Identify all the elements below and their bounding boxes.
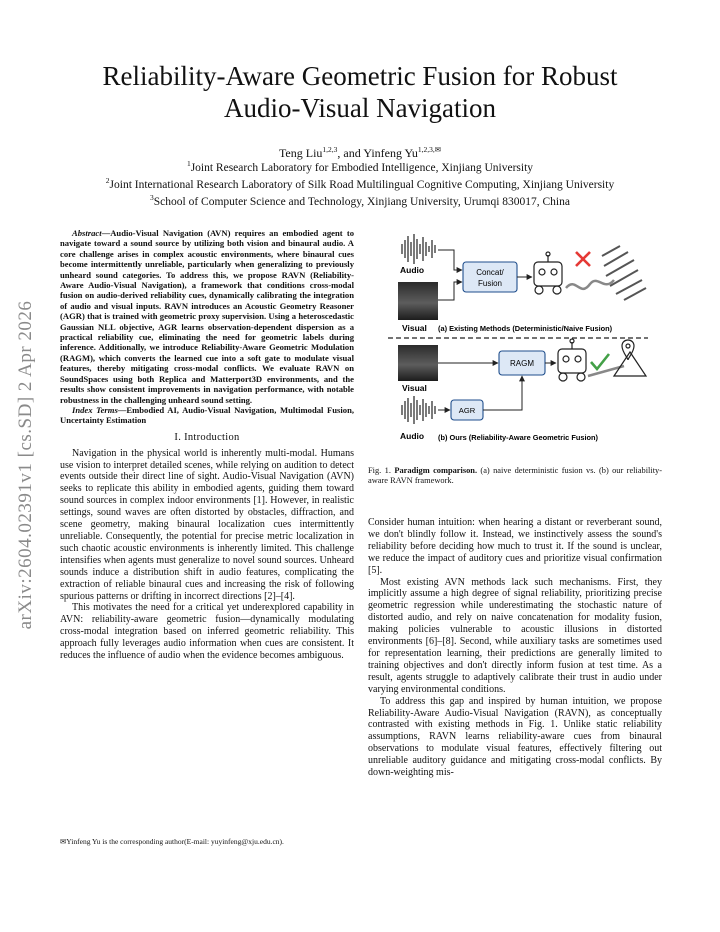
failure-cross-icon: [576, 252, 590, 266]
figure-1: [366, 228, 662, 460]
caption-a: (a) Existing Methods (Deterministic/Naive Fusion): [438, 324, 613, 333]
affiliation: [40, 157, 680, 175]
caption-text: (a) naive deterministic fusion vs. (b) our reliability-aware RAVN framework.: [368, 466, 663, 485]
goal-location-icon: [614, 340, 646, 376]
affiliation-number: 3: [150, 193, 154, 202]
affiliation-text: Joint International Research Laboratory of Silk Road Multilingual Cognitive Computing, Xinjiang University: [109, 178, 615, 191]
audio-label: Audio: [400, 431, 425, 441]
abstract-text: —Audio-Visual Navigation (AVN) requires an embodied agent to navigate toward a sound source by utilizing both vision and binaural audio. A core challenge arises in complex acoustic environments, where binaural cues become intermittently unreliable, particularly when generalizing to previously unheard sound categories. To address this, we propose RAVN (Reliability-Aware Audio-Visual Navigation), a framework that conditions cross-modal fusion on audio-derived reliability cues, dynamically calibrating the integration of audio and visual inputs. RAVN introduces an Acoustic Geometry Reasoner (AGR) that is trained with geometric proxy supervision. Using a heteroscedastic Gaussian NLL objective, AGR learns observation-dependent dispersion as a practical reliability cue, eliminating the need for geometric labels during inference. Additionally, we introduce Reliability-Aware Geometric Modulation (RAGM), which converts the learned cue into a soft gate to modulate visual features, thereby mitigating cross-modal conflicts. We evaluate RAVN on SoundSpaces using both Replica and Matterport3D environments, and the results show consistent improvements in navigation performance, with notable robustness in the challenging unheard sound setting.: [60, 228, 354, 405]
footnote: ✉Yinfeng Yu is the corresponding author(E-mail: yuyinfeng@xju.edu.cn).: [60, 837, 284, 846]
affiliation-number: 1: [186, 159, 191, 168]
section-heading: I. Introduction: [174, 431, 240, 443]
title-line-1: Reliability-Aware Geometric Fusion for Robust: [102, 61, 618, 91]
ragm-label: RAGM: [510, 359, 534, 368]
body-paragraph: Navigation in the physical world is inherently multi-modal. Humans use vision to interpret detailed scenes, while relying on audition to detect events outside their direct line of sight. Audio-Visual Navigation (AVN) seeks to replicate this ability in embodied agents, guiding them toward sound sources in complex indoor environments [1]. However, in realistic settings, sound waves are often distorted by obstacles, diffraction, and scene geometry, making binaural localization cues intermittently unreliable. Consequently, the potential for precise metric localization in such chaotic acoustic environments is inherently limited. This challenge intensifies when agents must generalize to novel sound sources. Unheard sounds induce a distribution shift in audio features, complicating the extraction of reliable binaural cues and increasing the risk of following spurious patterns or drifting in incorrect directions [2]–[4].: [60, 447, 354, 602]
obstacle-wall-icon: [602, 246, 646, 300]
visual-label: Visual: [402, 323, 427, 333]
index-terms: [60, 405, 354, 426]
body-paragraph: Most existing AVN methods lack such mechanisms. First, they implicitly assume a high degree of signal reliability, prioritizing precise geometric regression while underestimating the stochastic nature of distorted audio, and rely on naive concatenation for modality fusion, making policies vulnerable to acoustic illusions in distorted environments [6]–[8]. Second, while auxiliary tasks are sometimes used for representation learning, their predictions are generally limited to training objectives and don't directly inform fusion at test time. As a result, agents struggle to adaptively calibrate their trust in audio under varying environmental conditions.: [368, 576, 662, 695]
author-superscript: 1,2,3: [322, 145, 338, 154]
agr-label: AGR: [458, 406, 476, 415]
affiliation-text: School of Computer Science and Technology, Xinjiang University, Urumqi 830017, China: [153, 195, 570, 208]
abstract: [60, 228, 354, 405]
success-check-icon: [591, 354, 609, 369]
erratic-path-icon: [566, 280, 614, 289]
affiliation-text: Joint Research Laboratory for Embodied Intelligence, Xinjiang University: [190, 161, 534, 174]
author-superscript: 1,2,3,✉: [417, 145, 442, 154]
direct-path-icon: [588, 366, 624, 376]
affiliation-number: 2: [105, 176, 110, 185]
audio-label: Audio: [400, 265, 425, 275]
affiliation: [40, 174, 680, 192]
figure-caption: [368, 466, 662, 486]
visual-observation-image: [398, 345, 438, 381]
caption-prefix: Fig. 1.: [368, 466, 391, 475]
robot-icon: [534, 252, 562, 294]
body-paragraph: Consider human intuition: when hearing a distant or reverberant sound, we don't blindly follow it. Instead, we instinctively assess the sound's reliability before deciding how much to trust it. If the sound is unclear, we reduce the impact of auditory cues and prioritize visual confirmation [5].: [368, 517, 662, 576]
robot-icon: [558, 339, 586, 381]
author-separator: , and: [337, 146, 364, 160]
author-name: Teng Liu: [278, 146, 323, 160]
abstract-label: Abstract: [72, 228, 102, 238]
index-terms-label: Index Terms: [72, 404, 118, 415]
arxiv-identifier: arXiv:2604.02391v1 [cs.SD] 2 Apr 2026: [15, 300, 36, 630]
affiliation: [40, 191, 680, 209]
paper-title: [60, 60, 660, 124]
waveform-icon: [402, 396, 435, 424]
body-paragraph: To address this gap and inspired by human intuition, we propose Reliability-Aware Audio-Visual Navigation (RAVN), as conceptually contrasted with existing methods in Fig. 1. Unlike static reliability assumptions, RAVN learns reliability-aware cues from binaural observations to modulate visual features, effectively filtering out unreliable auditory guidance and mitigating cross-modal conflicts. By down-weighting mis-: [368, 695, 662, 779]
arxiv-sidebar: [8, 265, 44, 665]
index-terms-text: —Embodied AI, Audio-Visual Navigation, Multimodal Fusion, Uncertainty Estimation: [60, 404, 354, 426]
visual-label: Visual: [402, 383, 427, 393]
fusion-label: Concat/: [476, 268, 504, 277]
author-name: Yinfeng Yu: [363, 146, 418, 160]
left-column: [60, 228, 354, 662]
waveform-icon: [402, 234, 435, 264]
visual-observation-image: [398, 282, 438, 320]
caption-b: (b) Ours (Reliability-Aware Geometric Fusion): [438, 433, 599, 442]
right-column: [368, 517, 662, 779]
fusion-label: Fusion: [477, 279, 503, 288]
title-line-2: Audio-Visual Navigation: [223, 93, 497, 123]
body-paragraph: This motivates the need for a critical yet underexplored capability in AVN: reliability-aware geometric fusion—dynamically modulating cross-modal integration based on inferred geometric reliability. This approach fully leverages audio information when cues are consistent. It reduces the influence of audio when the evidence becomes ambiguous.: [60, 602, 354, 662]
caption-bold: Paradigm comparison.: [394, 466, 478, 475]
